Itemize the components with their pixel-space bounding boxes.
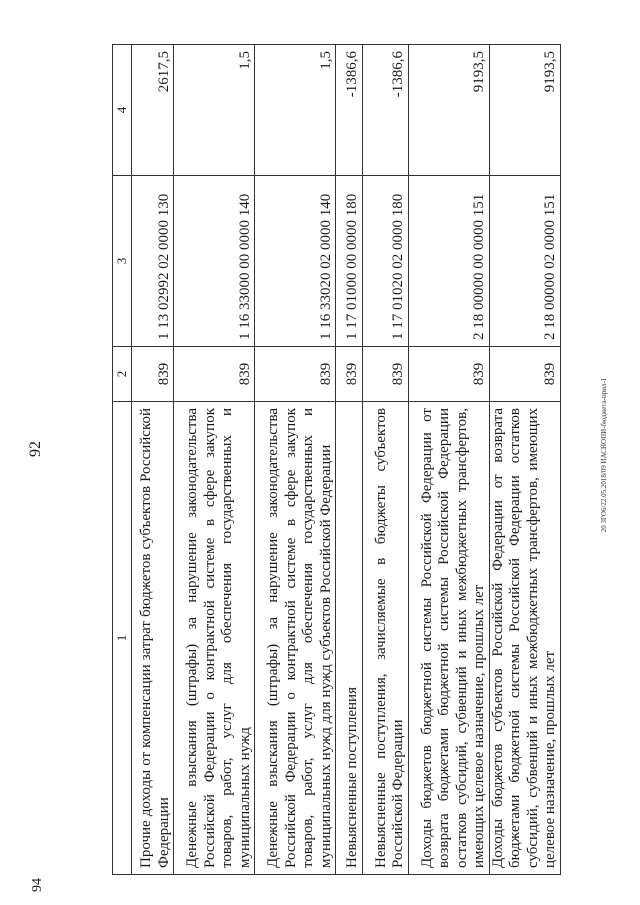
header-cell: 1 bbox=[113, 402, 132, 875]
table-row bbox=[362, 45, 408, 875]
table-row bbox=[489, 45, 560, 875]
row-amount-cell: 9193,5 bbox=[408, 45, 489, 176]
table-row bbox=[255, 45, 336, 875]
table-row bbox=[408, 45, 489, 875]
row-admin-code-cell: 839 bbox=[489, 347, 560, 402]
table-body bbox=[113, 45, 561, 875]
header-cell: 3 bbox=[113, 176, 132, 347]
row-kbk-code-cell: 2 18 00000 02 0000 151 bbox=[489, 176, 560, 347]
row-admin-code-cell: 839 bbox=[255, 347, 336, 402]
row-admin-code-cell: 839 bbox=[408, 347, 489, 402]
row-name-cell: Невыясненные поступления bbox=[336, 402, 363, 875]
row-kbk-code-cell: 1 17 01020 02 0000 180 bbox=[362, 176, 408, 347]
row-name-cell: Доходы бюджетов субъектов Российской Федерации от возврата бюджетами бюджетной системы Российской Федерации остатков субсидий, субвенций и иных межбюджетных трансфертов, имеющих целевое назначение, прошлых лет bbox=[489, 402, 560, 875]
page-number: 92 bbox=[27, 441, 44, 457]
row-amount-cell: 1,5 bbox=[174, 45, 255, 176]
table-row bbox=[336, 45, 363, 875]
row-amount-cell: 2617,5 bbox=[132, 45, 174, 176]
table-row bbox=[174, 45, 255, 875]
row-name-cell: Невыясненные поступления, зачисляемые в бюджеты субъектов Российской Федерации bbox=[362, 402, 408, 875]
row-amount-cell: -1386,6 bbox=[362, 45, 408, 176]
row-amount-cell: 1,5 bbox=[255, 45, 336, 176]
row-name-cell: Доходы бюджетов бюджетной системы Российской Федерации от возврата бюджетами бюджетной системы Российской Федерации остатков субсидий, субвенций и иных межбюджетных трансфертов, имеющих целевое назначение, прошлых лет bbox=[408, 402, 489, 875]
corner-page-number: 94 bbox=[30, 878, 45, 892]
row-name-cell: Прочие доходы от компенсации затрат бюджетов субъектов Российской Федерации bbox=[132, 402, 174, 875]
row-kbk-code-cell: 1 16 33020 02 0000 140 bbox=[255, 176, 336, 347]
row-admin-code-cell: 839 bbox=[174, 347, 255, 402]
row-name-cell: Денежные взыскания (штрафы) за нарушение законодательства Российской Федерации о контрактной системе в сфере закупок товаров, работ, услуг для обеспечения государственных и муниципальных нужд bbox=[174, 402, 255, 875]
row-kbk-code-cell: 1 17 01000 00 0000 180 bbox=[336, 176, 363, 347]
footer-stamp: 20 ЗГО6/22.05.2018/09 ИАСНОПИ-бюджета-прил-1 bbox=[600, 377, 608, 533]
header-cell: 2 bbox=[113, 347, 132, 402]
row-kbk-code-cell: 1 16 33000 00 0000 140 bbox=[174, 176, 255, 347]
revenue-table bbox=[112, 44, 561, 875]
row-amount-cell: -1386,6 bbox=[336, 45, 363, 176]
row-admin-code-cell: 839 bbox=[336, 347, 363, 402]
row-kbk-code-cell: 1 13 02992 02 0000 130 bbox=[132, 176, 174, 347]
header-row bbox=[113, 45, 132, 875]
row-admin-code-cell: 839 bbox=[132, 347, 174, 402]
table-row bbox=[132, 45, 174, 875]
row-kbk-code-cell: 2 18 00000 00 0000 151 bbox=[408, 176, 489, 347]
header-cell: 4 bbox=[113, 45, 132, 176]
row-admin-code-cell: 839 bbox=[362, 347, 408, 402]
document-content bbox=[112, 45, 612, 875]
row-name-cell: Денежные взыскания (штрафы) за нарушение законодательства Российской Федерации о контрактной системе в сфере закупок товаров, работ, услуг для обеспечения государственных и муниципальных нужд для нужд субъектов Российской Федерации bbox=[255, 402, 336, 875]
row-amount-cell: 9193,5 bbox=[489, 45, 560, 176]
